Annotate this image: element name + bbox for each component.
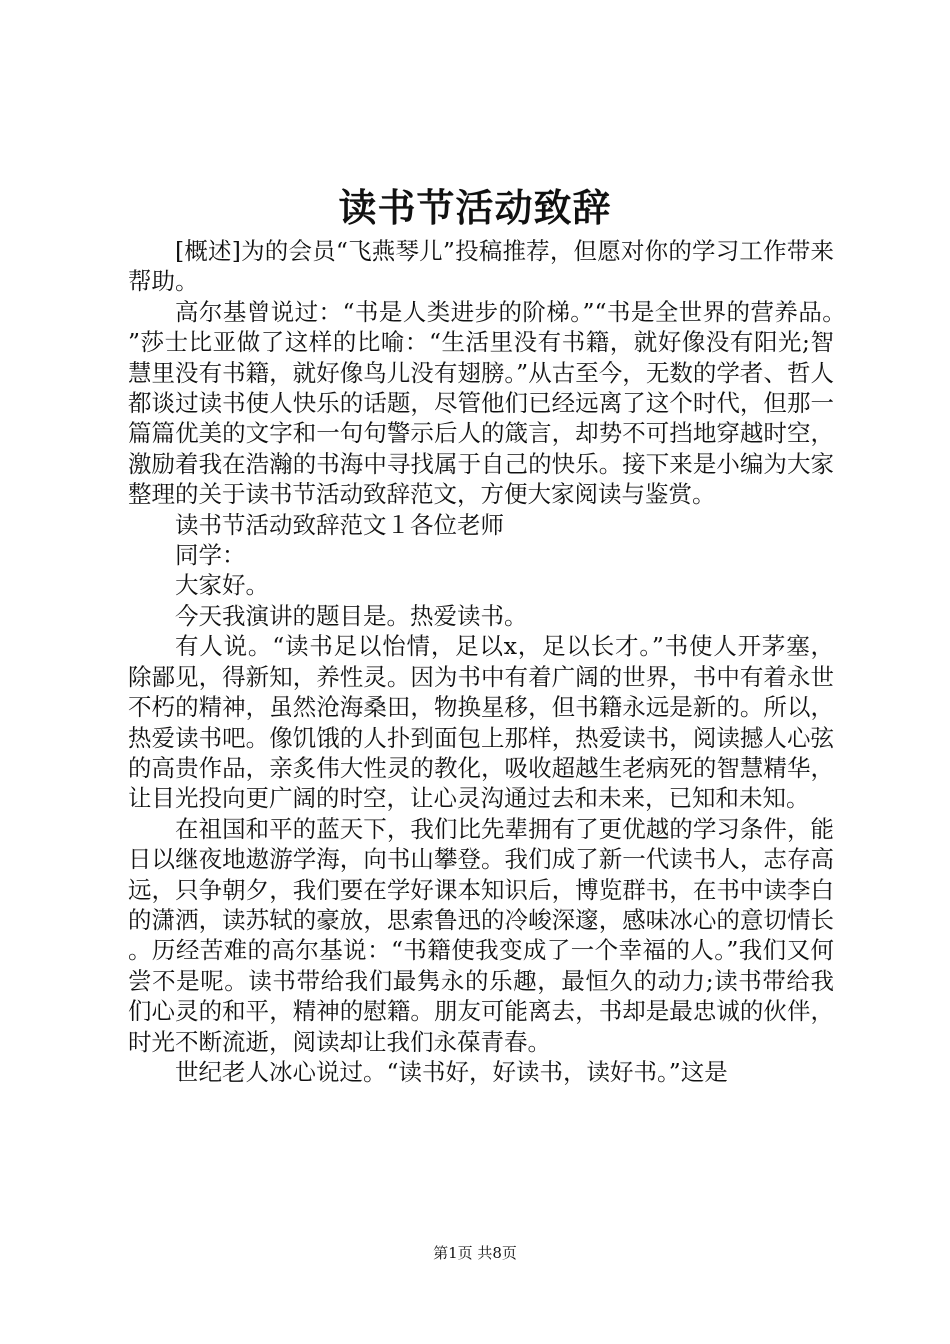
paragraph-greeting: 大家好。 <box>175 571 269 600</box>
document-title: 读书节活动致辞 <box>338 185 612 230</box>
paragraph-summary: [概述]为的会员“飞燕琴儿”投稿推荐，但愿对你的学习工作带来帮助。 <box>128 237 834 296</box>
paragraph-body-2: 在祖国和平的蓝天下，我们比先辈拥有了更优越的学习条件，能日以继夜地遨游学海，向书山攀登。我们成了新一代读书人，志存高远，只争朝夕，我们要在学好课本知识后，博览群书，在书中读李白的潇洒，读苏轼的豪放，思索鲁迅的冷峻深邃，感味冰心的意切情长。历经苦难的高尔基说：“书籍使我变成了一个幸福的人。”我们又何尝不是呢。读书带给我们最隽永的乐趣，最恒久的动力;读书带给我们心灵的和平，精神的慰籍。朋友可能离去，书却是最忠诚的伙伴，时光不断流逝，阅读却让我们永葆青春。 <box>128 814 834 1056</box>
document-body <box>128 236 834 1087</box>
paragraph-salutation: 同学： <box>175 541 246 570</box>
paragraph-intro: 高尔基曾说过：“书是人类进步的阶梯。”“书是全世界的营养品。”莎士比亚做了这样的比喻：“生活里没有书籍，就好像没有阳光;智慧里没有书籍，就好像鸟儿没有翅膀。”从古至今，无数的学者、哲人都谈过读书使人快乐的话题，尽管他们已经远离了这个时代，但那一篇篇优美的文字和一句句警示后人的箴言，却势不可挡地穿越时空，激励着我在浩瀚的书海中寻找属于自己的快乐。接下来是小编为大家整理的关于读书节活动致辞范文，方便大家阅读与鉴赏。 <box>128 297 834 509</box>
paragraph-body-1: 有人说。“读书足以怡情，足以x，足以长才。”书使人开茅塞，除鄙见，得新知，养性灵。因为书中有着广阔的世界，书中有着永世不朽的精神，虽然沧海桑田，物换星移，但书籍永远是新的。所以，热爱读书吧。像饥饿的人扑到面包上那样，热爱读书，阅读撼人心弦的高贵作品，亲炙伟大性灵的教化，吸收超越生老病死的智慧精华，让目光投向更广阔的时空，让心灵沟通过去和未来，已知和未知。 <box>128 632 834 813</box>
page-number-footer: 第1页 共8页 <box>433 1244 517 1262</box>
paragraph-sample-heading: 读书节活动致辞范文１各位老师 <box>175 510 504 539</box>
paragraph-topic: 今天我演讲的题目是。热爱读书。 <box>175 601 528 630</box>
paragraph-body-3: 世纪老人冰心说过。“读书好，好读书，读好书。”这是 <box>175 1057 728 1086</box>
